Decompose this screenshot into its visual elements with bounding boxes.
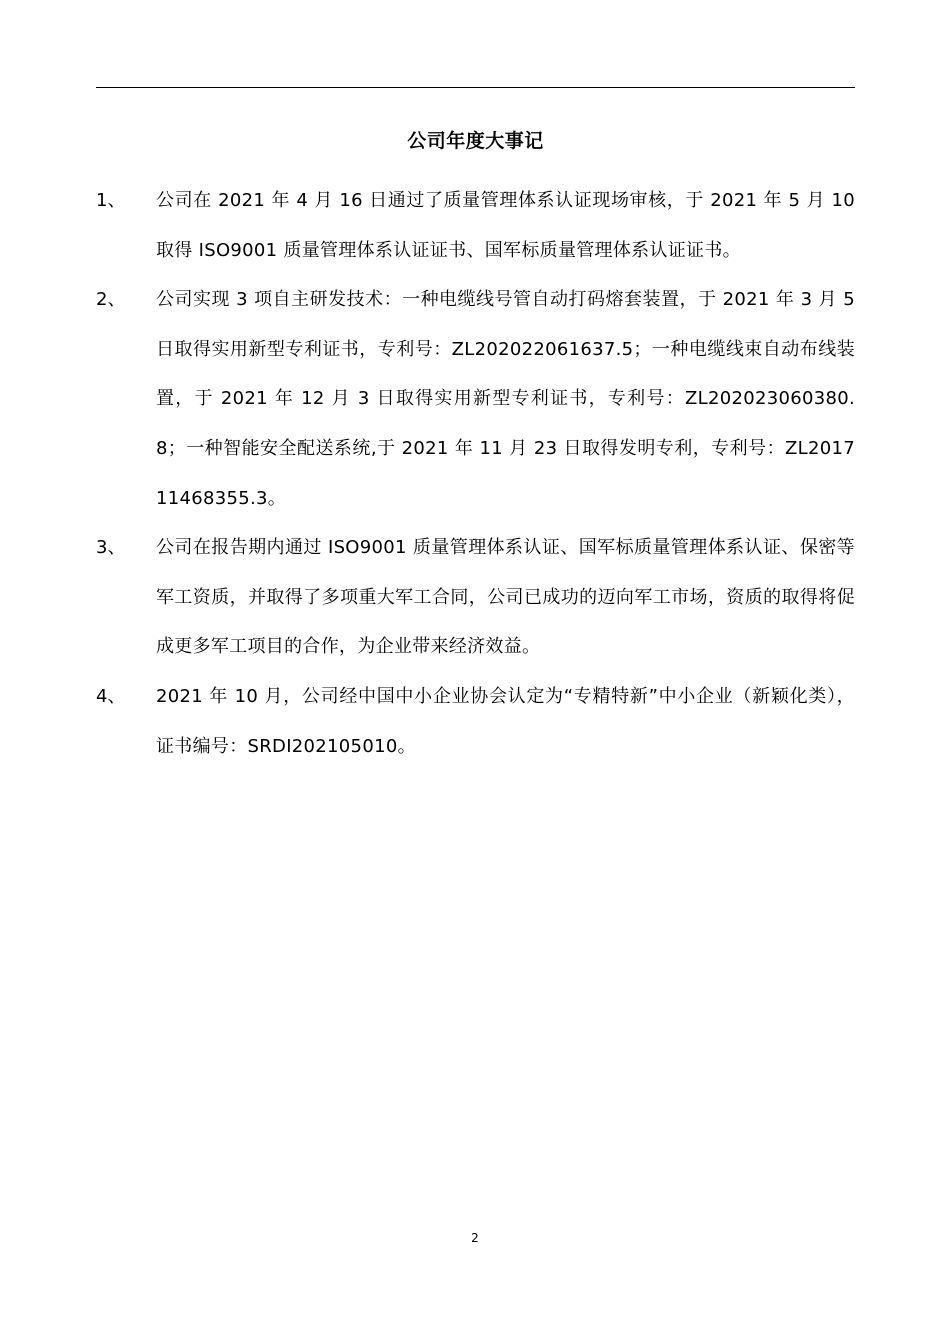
event-number: 4、 — [96, 685, 126, 707]
event-number: 2、 — [96, 289, 126, 311]
event-item — [96, 672, 855, 771]
event-text: 公司实现 3 项自主研发技术：一种电缆线号管自动打码熔套装置，于 2021 年 3 月 5 日取得实用新型专利证书，专利号：ZL202022061637.5；一种电缆线束自动布线装置，于 2021 年 12 月 3 日取得实用新型专利证书，专利号：ZL202023060380.8；一种智能安全配送系统,于 2021 年 11 月 23 日取得发明专利，专利号：ZL201711468355.3。 — [156, 289, 855, 509]
page-title: 公司年度大事记 — [407, 130, 544, 152]
event-number: 3、 — [96, 537, 126, 559]
event-text: 公司在 2021 年 4 月 16 日通过了质量管理体系认证现场审核，于 2021 年 5 月 10 取得 ISO9001 质量管理体系认证证书、国军标质量管理体系认证证书。 — [156, 190, 855, 261]
event-text: 2021 年 10 月，公司经中国中小企业协会认定为“专精特新”中小企业（新颖化类），证书编号：SRDI202105010。 — [156, 685, 855, 757]
event-item — [96, 523, 855, 672]
event-text: 公司在报告期内通过 ISO9001 质量管理体系认证、国军标质量管理体系认证、保密等军工资质，并取得了多项重大军工合同，公司已成功的迈向军工市场，资质的取得将促成更多军工项目的合作，为企业带来经济效益。 — [156, 537, 855, 658]
event-item — [96, 275, 855, 523]
header-rule — [96, 87, 855, 88]
page-number: 2 — [471, 1231, 479, 1245]
event-item — [96, 176, 855, 275]
event-list — [96, 176, 855, 771]
event-number: 1、 — [96, 190, 126, 211]
